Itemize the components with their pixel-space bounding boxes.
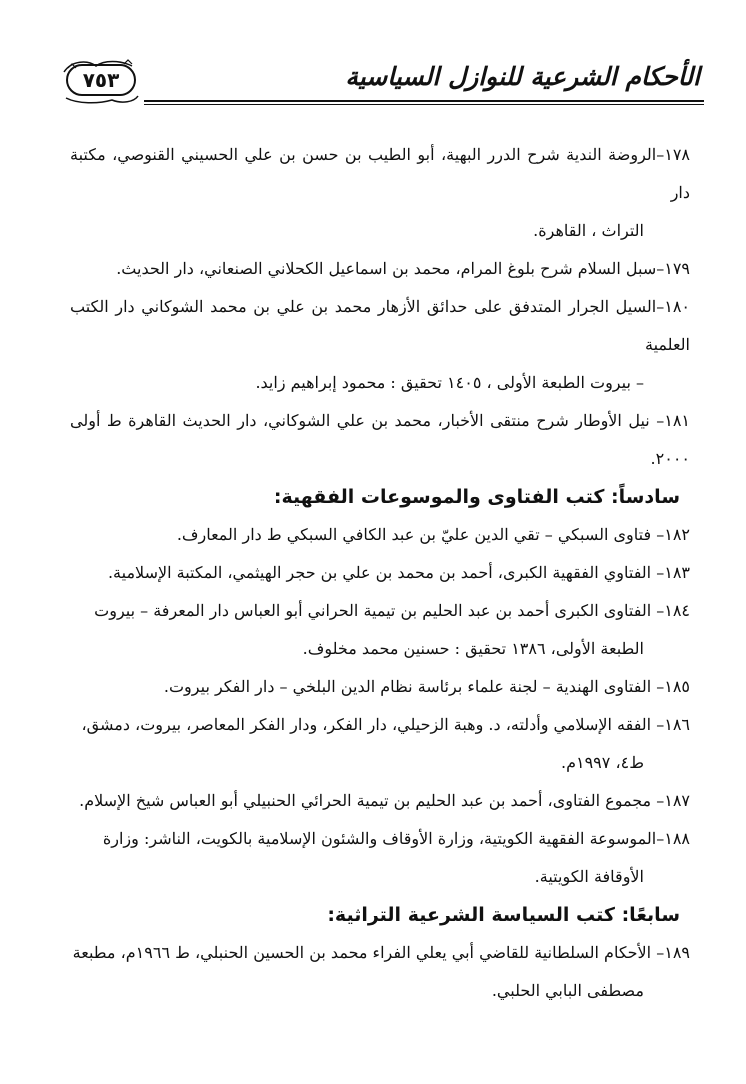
bibliography-entry-180: ١٨٠–السيل الجرار المتدفق على حدائق الأزهار محمد بن علي بن محمد الشوكاني دار الكتب العلمية – بيروت الطبعة الأولى ، ١٤٠٥ تحقيق : محمود إبراهيم زايد. [70, 297, 690, 392]
header-rule-thin [144, 104, 704, 105]
page-number: ٧٥٣ [66, 64, 136, 96]
bibliography-list [70, 136, 690, 1010]
running-header-title: الأحكام الشرعية للنوازل السياسية [345, 62, 700, 91]
bibliography-entry-183: ١٨٣– الفتاوي الفقهية الكبرى، أحمد بن محمد بن علي بن حجر الهيثمي، المكتبة الإسلامية. [107, 563, 690, 582]
bibliography-entry-181: ١٨١– نيل الأوطار شرح منتقى الأخبار، محمد بن علي الشوكاني، دار الحديث القاهرة ط أولى ٢٠٠٠. [70, 411, 690, 468]
page-header [58, 58, 704, 108]
bibliography-entry-184: ١٨٤– الفتاوى الكبرى أحمد بن عبد الحليم بن تيمية الحراني أبو العباس دار المعرفة – بيروت الطبعة الأولى، ١٣٨٦ تحقيق : حسنين محمد مخلوف. [94, 601, 690, 658]
bibliography-entry-185: ١٨٥– الفتاوى الهندية – لجنة علماء برئاسة نظام الدين البلخي – دار الفكر بيروت. [163, 677, 690, 696]
bibliography-entry-186: ١٨٦– الفقه الإسلامي وأدلته، د. وهبة الزحيلي، دار الفكر، ودار الفكر المعاصر، بيروت، دمشق، ط٤، ١٩٩٧م. [81, 715, 690, 772]
section-heading-siyasa: سابعًا: كتب السياسة الشرعية التراثية: [327, 904, 680, 926]
bibliography-entry-187: ١٨٧– مجموع الفتاوى، أحمد بن عبد الحليم بن تيمية الحرائي الحنبيلي أبو العباس شيخ الإسلام. [79, 791, 690, 810]
header-rule [144, 100, 704, 102]
bibliography-entry-178: ١٧٨–الروضة الندية شرح الدرر البهية، أبو الطيب بن حسن بن علي الحسيني القنوصي، مكتبة دار التراث ، القاهرة. [70, 145, 690, 240]
bibliography-entry-189: ١٨٩– الأحكام السلطانية للقاضي أبي يعلي الفراء محمد بن الحسين الحنبلي، ط ١٩٦٦م، مطبعة مصطفى البابي الحلبي. [72, 943, 690, 1000]
bibliography-entry-179: ١٧٩–سبل السلام شرح بلوغ المرام، محمد بن اسماعيل الكحلاني الصنعاني، دار الحديث. [116, 259, 690, 278]
bibliography-entry-188: ١٨٨–الموسوعة الفقهية الكويتية، وزارة الأوقاف والشئون الإسلامية بالكويت، الناشر: وزارة الأوقافة الكويتية. [102, 829, 690, 886]
section-heading-fatawa: سادساً: كتب الفتاوى والموسوعات الفقهية: [273, 486, 680, 508]
bibliography-entry-182: ١٨٢– فتاوى السبكي – تقي الدين عليّ بن عبد الكافي السبكي ط دار المعارف. [176, 525, 690, 544]
